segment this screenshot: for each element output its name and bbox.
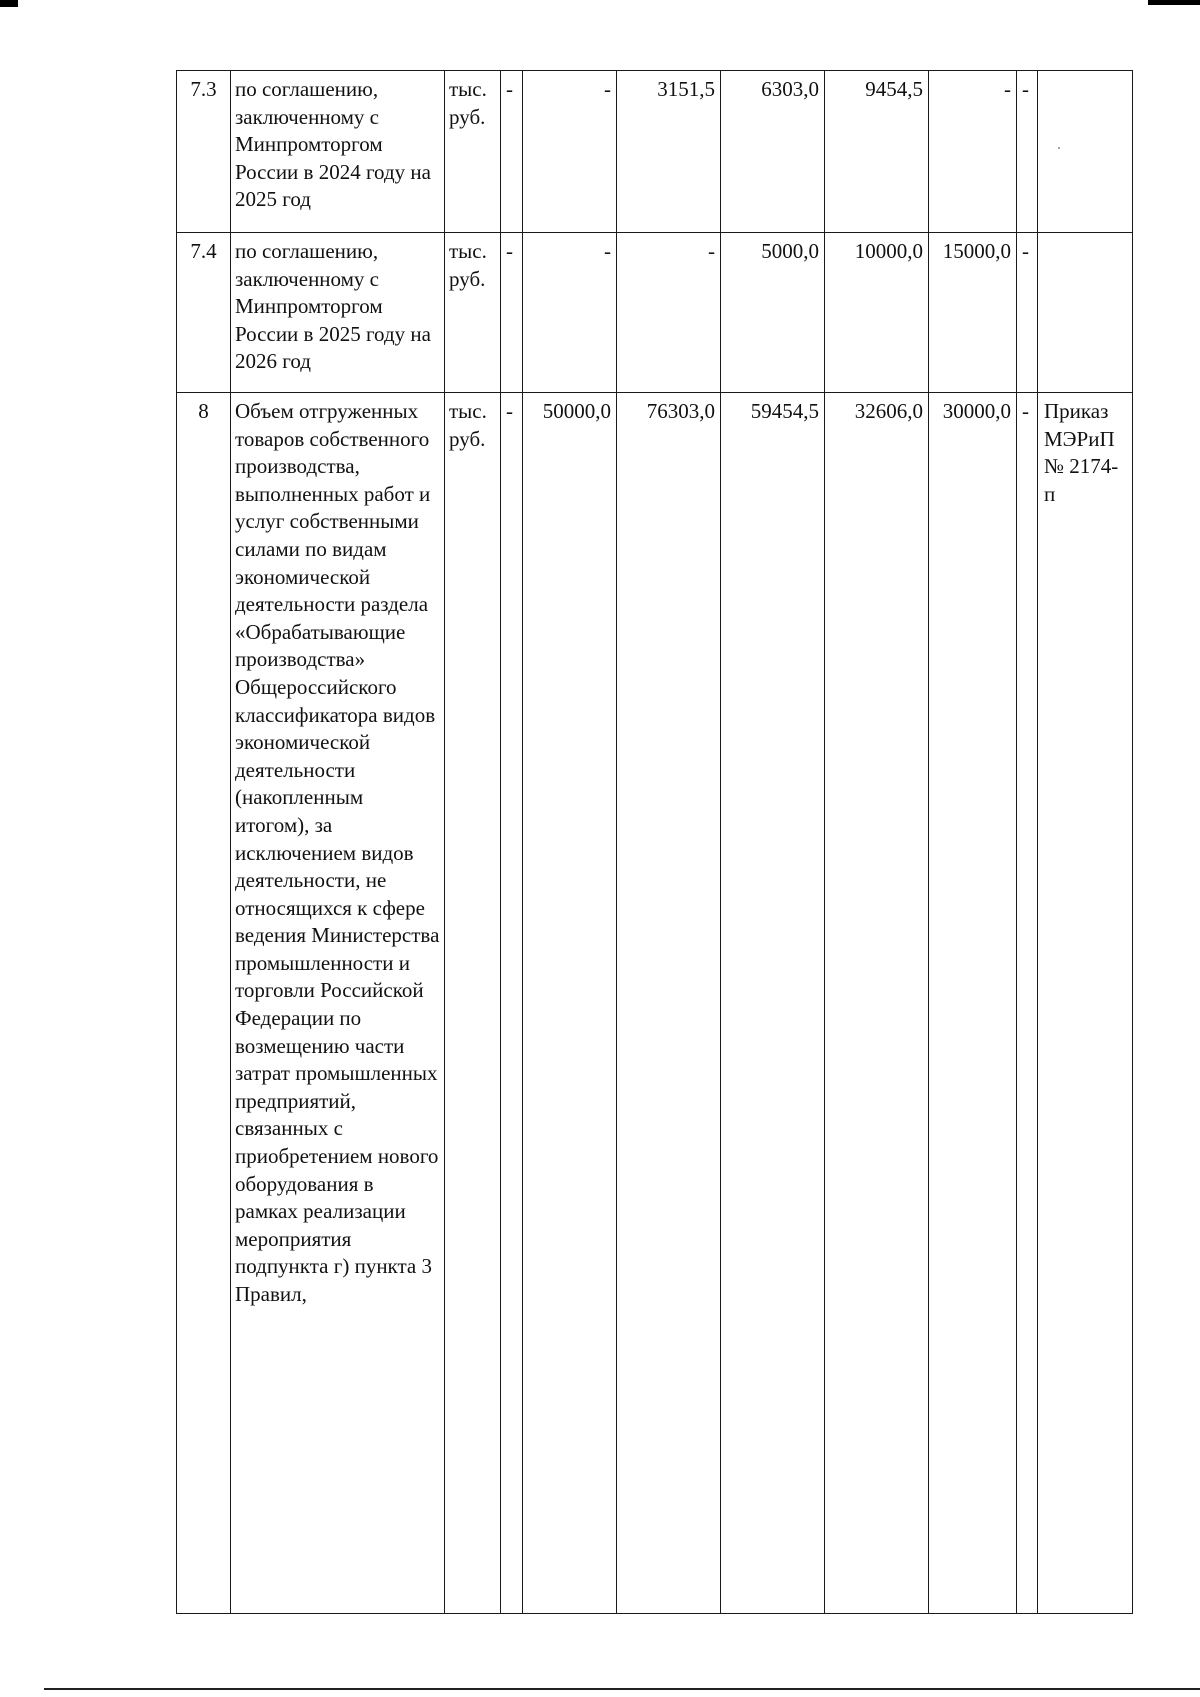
value-cell: - — [1017, 393, 1038, 1614]
value-cell: 30000,0 — [929, 393, 1017, 1614]
value-cell: - — [523, 233, 617, 393]
source-cell — [1038, 71, 1133, 233]
value-cell: 32606,0 — [825, 393, 929, 1614]
indicator-name: Объем отгруженных товаров собственного производства, выполненных работ и услуг собственными силами по видам экономической деятельности раздела «Обрабатывающие производства» Общероссийского классификатора видов экономической деятельности (накопленным итогом), за исключением видов деятельности, не относящихся к сфере ведения Министерства промышленности и торговли Российской Федерации по возмещению части затрат промышленных предприятий, связанных с приобретением нового оборудования в рамках реализации мероприятия подпункта г) пункта 3 Правил, — [231, 393, 445, 1614]
scan-edge-mark-left — [0, 0, 18, 7]
unit-cell: тыс. руб. — [445, 233, 501, 393]
unit-cell: тыс. руб. — [445, 71, 501, 233]
value-cell: - — [523, 71, 617, 233]
source-cell: Приказ МЭРиП № 2174-п — [1038, 393, 1133, 1614]
unit-cell: тыс. руб. — [445, 393, 501, 1614]
indicators-table — [176, 70, 1133, 1614]
value-cell: 59454,5 — [721, 393, 825, 1614]
row-number: 7.3 — [177, 71, 231, 233]
value-cell: 15000,0 — [929, 233, 1017, 393]
value-cell: 9454,5 — [825, 71, 929, 233]
value-cell: - — [501, 233, 523, 393]
indicator-name: по соглашению, заключенному с Минпромторгом России в 2024 году на 2025 год — [231, 71, 445, 233]
value-cell: 50000,0 — [523, 393, 617, 1614]
value-cell: - — [501, 71, 523, 233]
value-cell: - — [1017, 233, 1038, 393]
value-cell: 76303,0 — [617, 393, 721, 1614]
value-cell: - — [501, 393, 523, 1614]
source-cell — [1038, 233, 1133, 393]
table-row — [177, 233, 1133, 393]
bottom-rule — [44, 1688, 1200, 1690]
row-number: 8 — [177, 393, 231, 1614]
value-cell: 10000,0 — [825, 233, 929, 393]
row-number: 7.4 — [177, 233, 231, 393]
value-cell: - — [929, 71, 1017, 233]
indicator-name: по соглашению, заключенному с Минпромторгом России в 2025 году на 2026 год — [231, 233, 445, 393]
scan-edge-mark-right — [1148, 0, 1200, 5]
value-cell: 6303,0 — [721, 71, 825, 233]
value-cell: - — [1017, 71, 1038, 233]
value-cell: - — [617, 233, 721, 393]
value-cell: 5000,0 — [721, 233, 825, 393]
table-row — [177, 393, 1133, 1614]
scan-speck — [1058, 147, 1060, 149]
table-row — [177, 71, 1133, 233]
value-cell: 3151,5 — [617, 71, 721, 233]
